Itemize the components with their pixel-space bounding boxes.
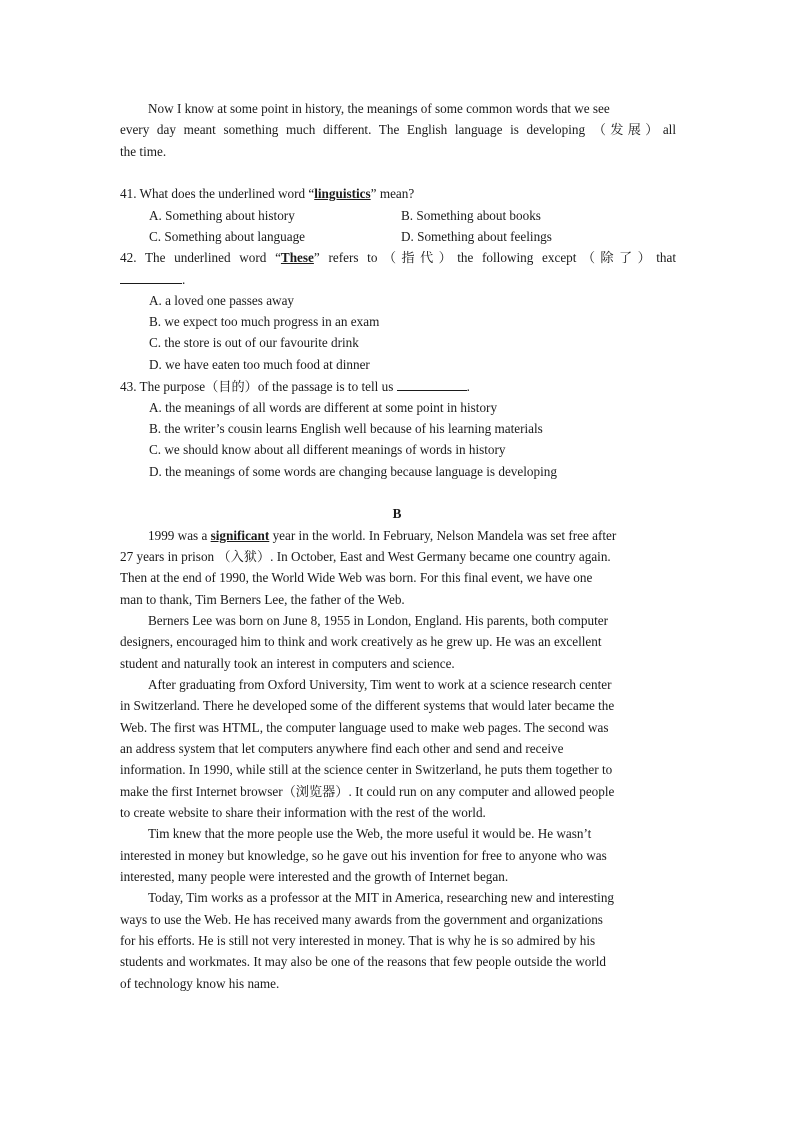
passage-b-p2-line-1: Berners Lee was born on June 8, 1955 in London, England. His parents, both computer — [148, 613, 609, 628]
question-43-stem-before: 43. The purpose（目的）of the passage is to tell us — [120, 379, 394, 394]
passage-b-p4-line-2: interested in money but knowledge, so he gave out his invention for free to anyone who was — [120, 848, 607, 863]
question-43-option-d[interactable]: D. the meanings of some words are changing because language is developing — [149, 464, 557, 479]
passage-b-keyword-significant: significant — [210, 528, 270, 543]
passage-b-p1-after: year in the world. In February, Nelson Mandela was set free after — [272, 528, 617, 543]
question-42-blank[interactable] — [120, 270, 182, 284]
passage-b-p3-line-7: to create website to share their information with the rest of the world. — [120, 805, 486, 820]
question-41-row-2 — [149, 228, 705, 245]
passage-b-p2-line-2: designers, encouraged him to think and work creatively as he grew up. He was an excellent — [120, 634, 602, 649]
question-42-answer-line — [120, 270, 676, 288]
question-43-option-c[interactable]: C. we should know about all different meanings of words in history — [149, 442, 506, 457]
question-42-option-d[interactable]: D. we have eaten too much food at dinner — [149, 357, 370, 372]
question-42-stem — [120, 249, 676, 266]
passage-b-p3-line-1: After graduating from Oxford University, Tim went to work at a science research center — [148, 677, 612, 692]
question-41-option-c[interactable]: C. Something about language — [149, 229, 306, 244]
passage-b-p5-line-4: students and workmates. It may also be one of the reasons that few people outside the world — [120, 954, 606, 969]
question-43-stem-end: . — [466, 379, 470, 394]
question-43-stem — [120, 377, 676, 395]
passage-b-p5-line-1: Today, Tim works as a professor at the MIT in America, researching new and interesting — [148, 890, 615, 905]
question-42-stem-before: 42. The underlined word “ — [120, 250, 281, 265]
passage-b-p5-line-3: for his efforts. He is still not very interested in money. That is why he is so admired by his — [120, 933, 596, 948]
question-41-stem — [120, 185, 676, 202]
intro-line-3: the time. — [120, 144, 167, 159]
passage-b-p1-line-2: 27 years in prison （入狱）. In October, East and West Germany became one country again. — [120, 549, 611, 564]
passage-b-p4-line-3: interested, many people were interested and the growth of Internet began. — [120, 869, 509, 884]
question-41-option-b[interactable]: B. Something about books — [401, 208, 541, 223]
question-43-option-a[interactable]: A. the meanings of all words are different at some point in history — [149, 400, 498, 415]
intro-line-2: every day meant something much different. The English language is developing （发展）all — [120, 122, 676, 137]
question-41-option-a[interactable]: A. Something about history — [149, 208, 295, 223]
question-41-row-1 — [149, 207, 705, 224]
passage-b-p1-before: 1999 was a — [148, 528, 208, 543]
intro-line-1: Now I know at some point in history, the meanings of some common words that we see — [148, 101, 610, 116]
question-43-option-b[interactable]: B. the writer’s cousin learns English well because of his learning materials — [149, 421, 543, 436]
question-41-keyword: linguistics — [314, 186, 371, 201]
question-42-stem-end: . — [182, 272, 186, 287]
question-42-option-c[interactable]: C. the store is out of our favourite drink — [149, 335, 359, 350]
question-42-keyword: These — [280, 250, 314, 265]
question-41-stem-before: 41. What does the underlined word “ — [120, 186, 315, 201]
passage-b-p2-line-3: student and naturally took an interest in computers and science. — [120, 656, 455, 671]
question-41-option-d[interactable]: D. Something about feelings — [401, 229, 552, 244]
passage-b-p3-line-6: make the first Internet browser（浏览器）. It could run on any computer and allowed people — [120, 784, 615, 799]
passage-b-p1-line-4: man to thank, Tim Berners Lee, the father of the Web. — [120, 592, 405, 607]
passage-b-p3-line-3: Web. The first was HTML, the computer language used to make web pages. The second was — [120, 720, 609, 735]
section-b-title: B — [392, 506, 402, 521]
passage-b-p4-line-1: Tim knew that the more people use the Web, the more useful it would be. He wasn’t — [148, 826, 592, 841]
passage-b-p3-line-2: in Switzerland. There he developed some of the different systems that would later became the — [120, 698, 615, 713]
question-42-option-a[interactable]: A. a loved one passes away — [149, 293, 295, 308]
question-42-stem-after: ” refers to（指代）the following except（除了）that — [313, 250, 676, 265]
question-41-stem-after: ” mean? — [370, 186, 415, 201]
passage-b-p1-line-1 — [148, 527, 676, 544]
passage-b-p3-line-5: information. In 1990, while still at the science center in Switzerland, he puts them together to — [120, 762, 613, 777]
question-43-blank[interactable] — [397, 377, 467, 391]
passage-b-p5-line-2: ways to use the Web. He has received many awards from the government and organizations — [120, 912, 603, 927]
passage-b-p3-line-4: an address system that let computers anywhere find each other and send and receive — [120, 741, 564, 756]
passage-b-p1-line-3: Then at the end of 1990, the World Wide Web was born. For this final event, we have one — [120, 570, 593, 585]
question-42-option-b[interactable]: B. we expect too much progress in an exam — [149, 314, 380, 329]
passage-b-p5-line-5: of technology know his name. — [120, 976, 280, 991]
